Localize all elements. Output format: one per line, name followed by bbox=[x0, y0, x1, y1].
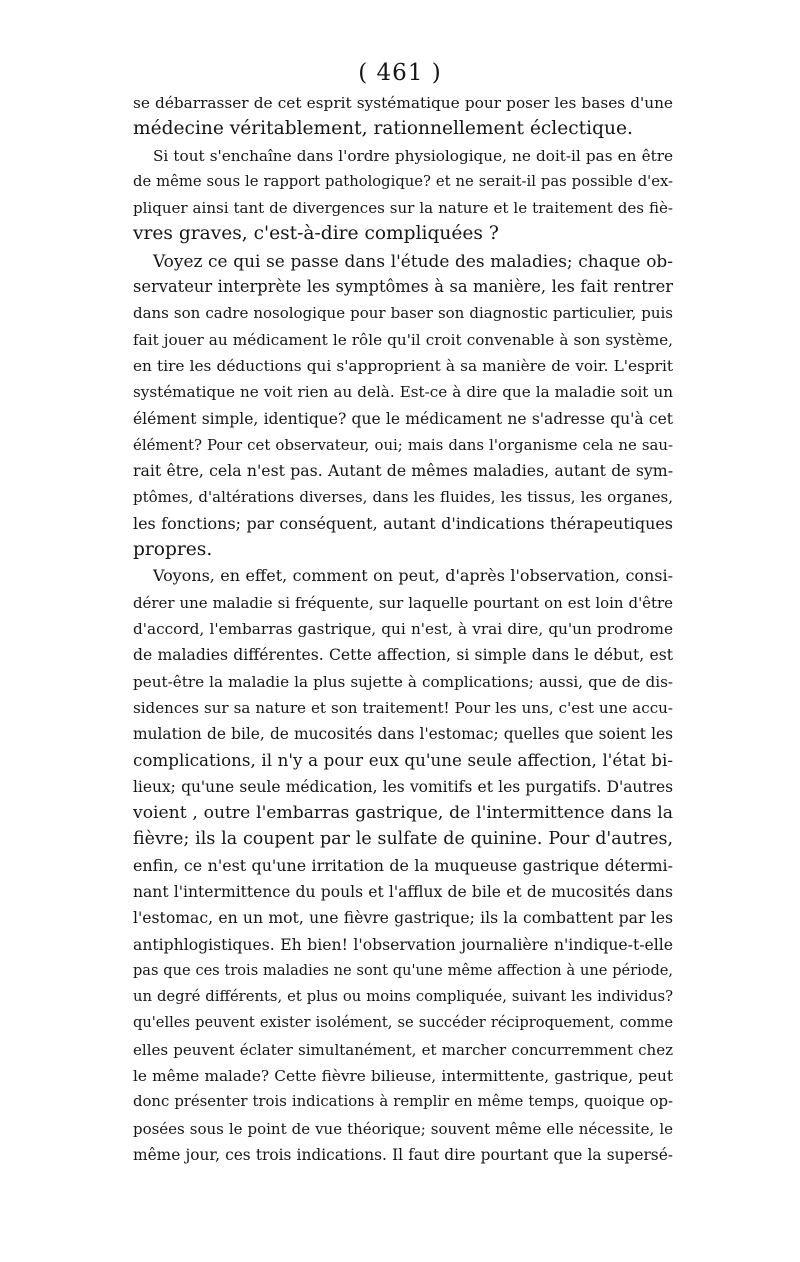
text-line: médecine véritablement, rationnellement éclectique. bbox=[133, 118, 633, 140]
text-line: les fonctions; par conséquent, autant d'indications thérapeutiques bbox=[133, 513, 673, 533]
text-line: dérer une maladie si fréquente, sur laquelle pourtant on est loin d'être bbox=[133, 593, 673, 612]
text-line: fait jouer au médicament le rôle qu'il croit convenable à son système, bbox=[133, 330, 673, 349]
text-line: systématique ne voit rien au delà. Est-ce à dire que la maladie soit un bbox=[133, 383, 673, 402]
text-line: un degré différents, et plus ou moins compliquée, suivant les individus? bbox=[133, 988, 673, 1006]
page-number: ( 461 ) bbox=[358, 60, 442, 86]
text-line: en tire les déductions qui s'approprient à sa manière de voir. L'esprit bbox=[133, 356, 673, 375]
text-line: elles peuvent éclater simultanément, et marcher concurremment chez bbox=[133, 1040, 673, 1059]
text-line: sidences sur sa nature et son traitement! Pour les uns, c'est une accu- bbox=[133, 698, 673, 717]
text-line: mulation de bile, de mucosités dans l'estomac; quelles que soient les bbox=[133, 725, 673, 744]
text-line: Si tout s'enchaîne dans l'ordre physiologique, ne doit-il pas en être bbox=[153, 146, 673, 165]
text-line: Voyez ce qui se passe dans l'étude des maladies; chaque ob- bbox=[153, 250, 673, 271]
text-line: d'accord, l'embarras gastrique, qui n'est, à vrai dire, qu'un prodrome bbox=[133, 619, 673, 638]
text-line: peut-être la maladie la plus sujette à complications; aussi, que de dis- bbox=[133, 672, 673, 691]
text-line: lieux; qu'une seule médication, les vomitifs et les purgatifs. D'autres bbox=[133, 777, 673, 796]
text-line: enfin, ce n'est qu'une irritation de la muqueuse gastrique détermi- bbox=[133, 855, 673, 875]
text-line: propres. bbox=[133, 539, 213, 561]
text-line: de maladies différentes. Cette affection, si simple dans le début, est bbox=[133, 646, 673, 665]
text-line: pliquer ainsi tant de divergences sur la nature et le traitement des fiè- bbox=[133, 199, 673, 218]
text-line: se débarrasser de cet esprit systématique pour poser les bases d'une bbox=[133, 94, 673, 112]
text-line: servateur interprète les symptômes à sa manière, les fait rentrer bbox=[133, 277, 673, 297]
text-line: pas que ces trois maladies ne sont qu'une même affection à une période, bbox=[133, 962, 673, 979]
text-line: même jour, ces trois indications. Il faut dire pourtant que la supersé- bbox=[133, 1145, 673, 1164]
text-line: posées sous le point de vue théorique; souvent même elle nécessite, le bbox=[133, 1119, 673, 1138]
text-line: le même malade? Cette fièvre bilieuse, intermittente, gastrique, peut bbox=[133, 1066, 673, 1085]
text-line: l'estomac, en un mot, une fièvre gastrique; ils la combattent par les bbox=[133, 908, 673, 928]
text-line: de même sous le rapport pathologique? et ne serait-il pas possible d'ex- bbox=[133, 172, 673, 190]
text-line: élément? Pour cet observateur, oui; mais dans l'organisme cela ne sau- bbox=[133, 435, 673, 454]
text-line: qu'elles peuvent exister isolément, se succéder réciproquement, comme bbox=[133, 1014, 673, 1032]
text-line: donc présenter trois indications à remplir en même temps, quoique op- bbox=[133, 1093, 673, 1111]
text-line: ptômes, d'altérations diverses, dans les fluides, les tissus, les organes, bbox=[133, 488, 673, 507]
text-line: rait être, cela n'est pas. Autant de mêmes maladies, autant de sym- bbox=[133, 461, 673, 481]
text-line: Voyons, en effet, comment on peut, d'après l'observation, consi- bbox=[153, 566, 673, 586]
body-text bbox=[133, 90, 673, 1168]
text-line: voient , outre l'embarras gastrique, de l'intermittence dans la bbox=[133, 803, 673, 824]
text-line: fièvre; ils la coupent par le sulfate de quinine. Pour d'autres, bbox=[133, 829, 673, 850]
text-line: dans son cadre nosologique pour baser son diagnostic particulier, puis bbox=[133, 304, 673, 323]
text-line: antiphlogistiques. Eh bien! l'observation journalière n'indique-t-elle bbox=[133, 934, 673, 954]
text-line: vres graves, c'est-à-dire compliquées ? bbox=[133, 223, 499, 245]
text-line: élément simple, identique? que le médicament ne s'adresse qu'à cet bbox=[133, 409, 673, 428]
text-line: nant l'intermittence du pouls et l'afflux de bile et de mucosités dans bbox=[133, 882, 673, 901]
text-line: complications, il n'y a pour eux qu'une seule affection, l'état bi- bbox=[133, 750, 673, 771]
